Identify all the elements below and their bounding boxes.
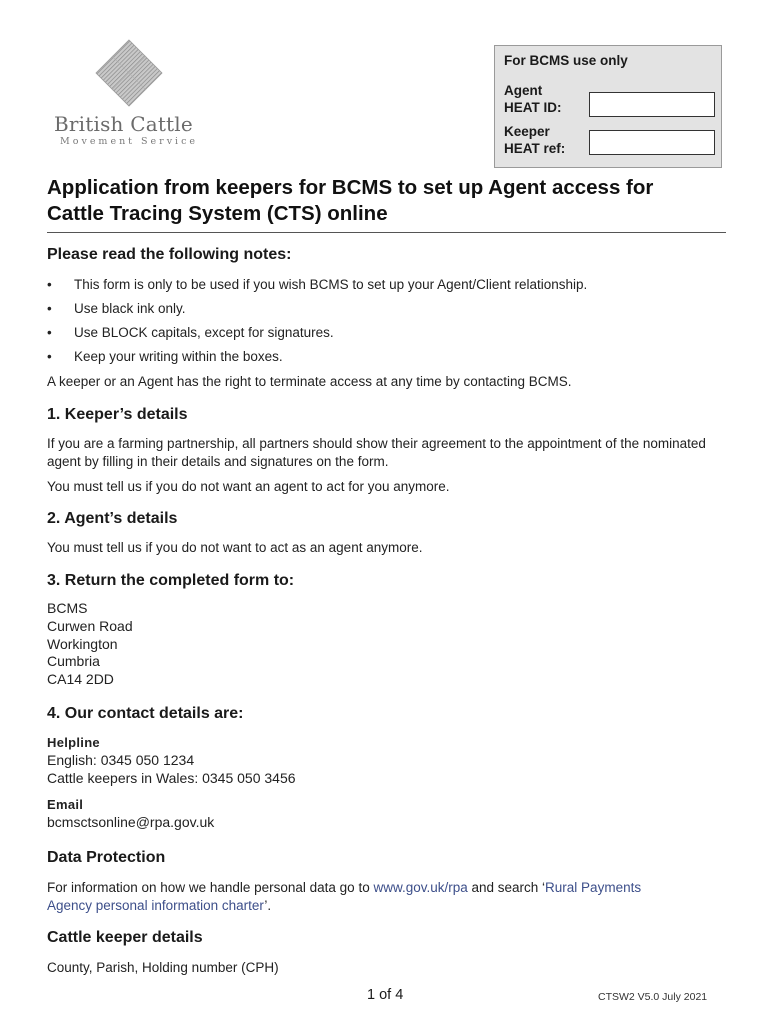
cattle-keeper-details-heading: Cattle keeper details xyxy=(47,929,203,946)
gov-uk-rpa-link[interactable]: www.gov.uk/rpa xyxy=(373,880,468,895)
keepers-details-heading: 1. Keeper’s details xyxy=(47,406,188,423)
list-item: • Use black ink only. xyxy=(47,297,727,321)
cph-field-label: County, Parish, Holding number (CPH) xyxy=(47,960,279,975)
email-address[interactable]: bcmsctsonline@rpa.gov.uk xyxy=(47,813,215,830)
email-block xyxy=(47,796,727,832)
bcms-use-only-box xyxy=(494,45,722,168)
list-item: • This form is only to be used if you wish BCMS to set up your Agent/Client relationship. xyxy=(47,273,727,297)
notes-footer: A keeper or an Agent has the right to terminate access at any time by contacting BCMS. xyxy=(47,374,572,389)
personal-info-charter-link[interactable]: Rural Payments Agency personal information charter xyxy=(47,880,642,913)
contact-heading: 4. Our contact details are: xyxy=(47,705,244,722)
helpline-english: English: 0345 050 1234 xyxy=(47,751,195,768)
logo-title: British Cattle xyxy=(54,112,193,136)
page-title: Application from keepers for BCMS to set up Agent access for Cattle Tracing System (CTS) online xyxy=(47,176,654,225)
keepers-details-para2: You must tell us if you do not want an agent to act for you anymore. xyxy=(47,479,450,494)
bcms-logo xyxy=(46,38,206,156)
page-number: 1 of 4 xyxy=(367,987,404,1003)
data-protection-heading: Data Protection xyxy=(47,849,166,866)
return-address: BCMS Curwen Road Workington Cumbria CA14 2DD xyxy=(47,600,133,688)
helpline-block xyxy=(47,734,727,787)
document-code: CTSW2 V5.0 July 2021 xyxy=(598,991,708,1003)
bullet-icon: • xyxy=(47,325,52,340)
return-form-heading: 3. Return the completed form to: xyxy=(47,572,295,589)
email-label: Email xyxy=(47,797,84,812)
agent-heat-id-input[interactable] xyxy=(589,92,715,117)
bcms-box-title: For BCMS use only xyxy=(504,53,628,68)
logo-subtitle: Movement Service xyxy=(60,136,199,147)
bcms-diamond-emblem-icon xyxy=(94,38,164,108)
keeper-heat-ref-label: Keeper HEAT ref: xyxy=(504,124,566,156)
keeper-heat-ref-input[interactable] xyxy=(589,130,715,155)
data-protection-text: For information on how we handle personal data go to www.gov.uk/rpa and search ‘Rural Payments Agency personal information charter’. xyxy=(47,880,642,913)
bullet-icon: • xyxy=(47,301,52,316)
bullet-icon: • xyxy=(47,277,52,292)
notes-heading: Please read the following notes: xyxy=(47,246,292,263)
helpline-wales: Cattle keepers in Wales: 0345 050 3456 xyxy=(47,769,296,786)
agents-details-para: You must tell us if you do not want to act as an agent anymore. xyxy=(47,540,423,555)
agents-details-heading: 2. Agent’s details xyxy=(47,510,178,527)
list-item: • Keep your writing within the boxes. xyxy=(47,345,727,369)
helpline-label: Helpline xyxy=(47,735,100,750)
keepers-details-para1: If you are a farming partnership, all partners should show their agreement to the appointment of the nominated agent by filling in their details and signatures on the form. xyxy=(47,436,706,469)
agent-heat-id-label: Agent HEAT ID: xyxy=(504,83,562,115)
notes-list xyxy=(47,273,727,369)
list-item: • Use BLOCK capitals, except for signatures. xyxy=(47,321,727,345)
title-divider xyxy=(47,232,726,233)
bullet-icon: • xyxy=(47,349,52,364)
